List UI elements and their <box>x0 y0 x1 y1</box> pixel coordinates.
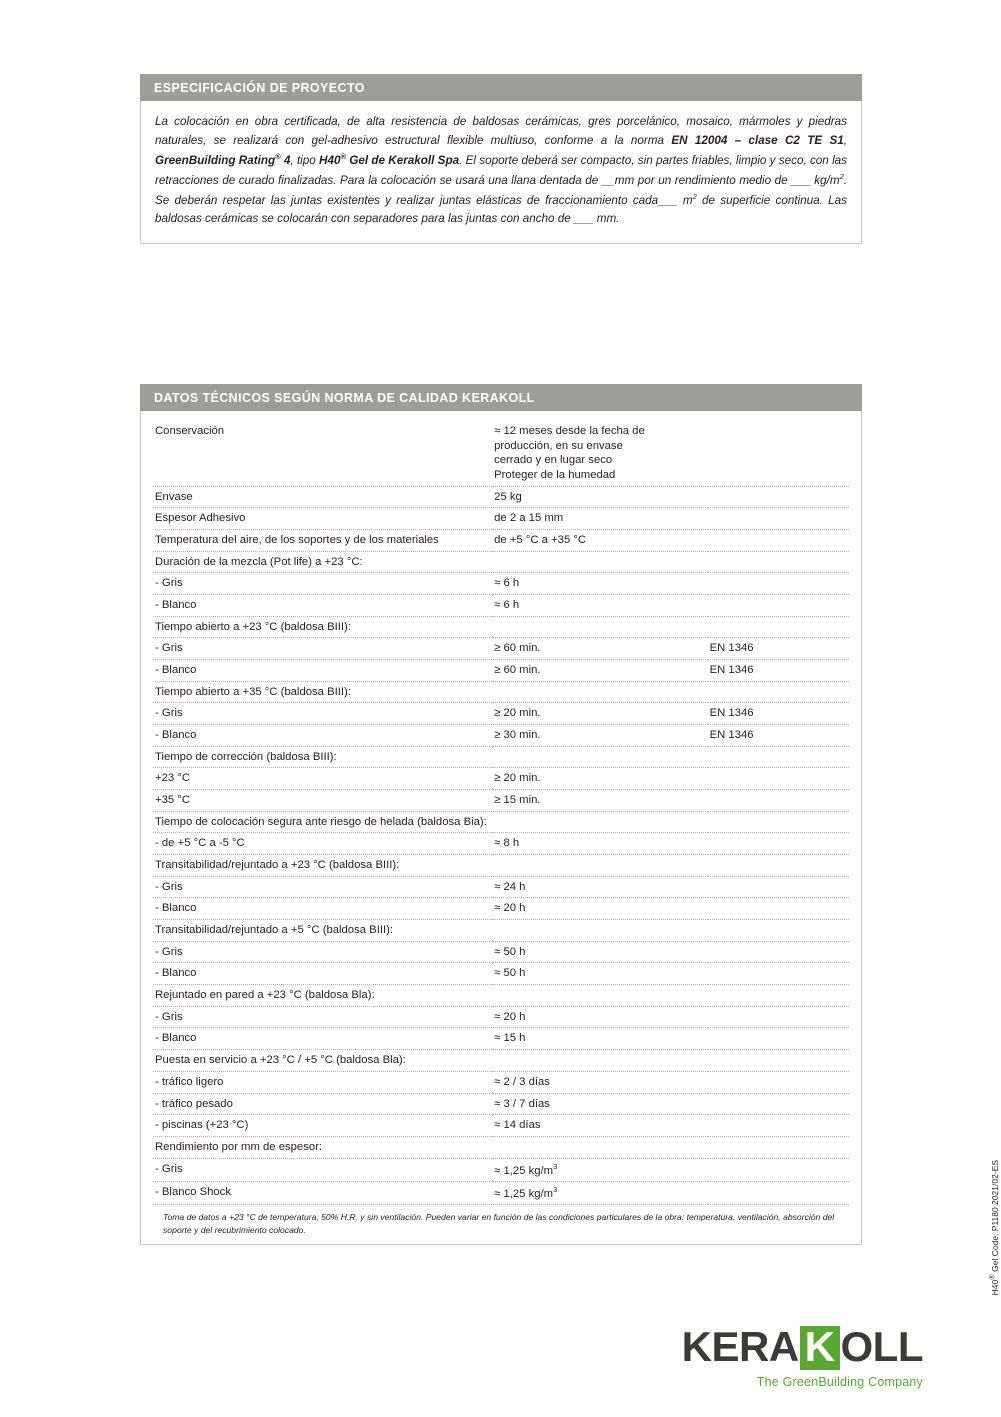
logo-wordmark <box>681 1323 923 1370</box>
table-row <box>153 703 849 725</box>
table-row <box>153 638 849 660</box>
tech-row-standard: EN 1346 <box>708 660 849 682</box>
table-row <box>153 855 849 877</box>
tech-row-standard <box>708 811 849 833</box>
table-row <box>153 920 849 942</box>
table-row <box>153 508 849 530</box>
table-row <box>153 876 849 898</box>
tech-row-standard <box>708 833 849 855</box>
table-row <box>153 790 849 812</box>
tech-row-value: ≈ 12 meses desde la fecha de producción, en su envase cerrado y en lugar seco Proteger de la humedad <box>492 421 707 486</box>
table-row <box>153 746 849 768</box>
tech-row-label: - Gris <box>153 876 492 898</box>
table-row <box>153 530 849 552</box>
tech-row-value: de +5 °C a +35 °C <box>492 530 707 552</box>
tech-row-label: Temperatura del aire, de los soportes y de los materiales <box>153 530 492 552</box>
tech-row-value: ≈ 14 días <box>492 1115 707 1137</box>
tech-row-label: Duración de la mezcla (Pot life) a +23 °C: <box>153 551 492 573</box>
table-row <box>153 660 849 682</box>
table-row <box>153 616 849 638</box>
tech-row-standard <box>708 1071 849 1093</box>
tech-row-label: Tiempo abierto a +35 °C (baldosa BIII): <box>153 681 492 703</box>
table-row <box>153 595 849 617</box>
tech-row-standard: EN 1346 <box>708 703 849 725</box>
table-row <box>153 941 849 963</box>
tech-row-value: ≈ 20 h <box>492 898 707 920</box>
tech-row-value: ≥ 20 min. <box>492 703 707 725</box>
tech-row-label: - de +5 °C a -5 °C <box>153 833 492 855</box>
table-row <box>153 681 849 703</box>
tech-row-value <box>492 1050 707 1072</box>
project-specification-section <box>140 74 862 244</box>
tech-row-standard <box>708 1093 849 1115</box>
tech-row-standard <box>708 855 849 877</box>
technical-data-section <box>140 384 862 1245</box>
tech-row-value: ≈ 1,25 $kg/m^3$ <box>492 1181 707 1204</box>
tech-row-value: ≈ 6 h <box>492 595 707 617</box>
tech-row-standard: EN 1346 <box>708 638 849 660</box>
table-row <box>153 725 849 747</box>
tech-row-value <box>492 551 707 573</box>
tech-row-value: ≥ 20 min. <box>492 768 707 790</box>
tech-row-label: Tiempo de colocación segura ante riesgo de helada (baldosa Bia): <box>153 811 492 833</box>
table-row <box>153 1181 849 1204</box>
logo-tagline: The GreenBuilding Company <box>756 1375 923 1389</box>
table-row <box>153 1028 849 1050</box>
tech-row-standard <box>708 595 849 617</box>
tech-row-value <box>492 811 707 833</box>
table-row <box>153 1006 849 1028</box>
table-row <box>153 768 849 790</box>
tech-row-label: Tiempo de corrección (baldosa BIII): <box>153 746 492 768</box>
tech-row-label: - Blanco <box>153 725 492 747</box>
tech-row-value <box>492 985 707 1007</box>
tech-row-standard: EN 1346 <box>708 725 849 747</box>
tech-row-value: ≈ 50 h <box>492 963 707 985</box>
tech-row-value: ≈ 8 h <box>492 833 707 855</box>
tech-row-label: - Gris <box>153 941 492 963</box>
tech-row-value: ≈ 24 h <box>492 876 707 898</box>
tech-row-standard <box>708 1028 849 1050</box>
tech-row-label: - Gris <box>153 573 492 595</box>
table-row <box>153 1158 849 1181</box>
tech-row-value: ≥ 30 min. <box>492 725 707 747</box>
logo-text-part1: KERA <box>681 1323 799 1370</box>
table-row <box>153 898 849 920</box>
tech-row-standard <box>708 616 849 638</box>
tech-row-value: ≈ 2 / 3 días <box>492 1071 707 1093</box>
tech-row-label: - Blanco <box>153 660 492 682</box>
tech-row-standard <box>708 421 849 486</box>
tech-row-standard <box>708 1181 849 1204</box>
tech-row-label: Espesor Adhesivo <box>153 508 492 530</box>
tech-row-label: +23 °C <box>153 768 492 790</box>
table-row <box>153 833 849 855</box>
tech-row-standard <box>708 1136 849 1158</box>
table-row <box>153 811 849 833</box>
tech-row-label: Rejuntado en pared a +23 °C (baldosa Bla): <box>153 985 492 1007</box>
tech-row-value: de 2 a 15 mm <box>492 508 707 530</box>
tech-row-value: ≈ 3 / 7 días <box>492 1093 707 1115</box>
tech-row-value: ≥ 15 min. <box>492 790 707 812</box>
tech-row-label: Rendimiento por mm de espesor: <box>153 1136 492 1158</box>
tech-row-value: ≥ 60 min. <box>492 638 707 660</box>
technical-data-header: DATOS TÉCNICOS SEGÚN NORMA DE CALIDAD KERAKOLL <box>140 384 862 411</box>
tech-row-value <box>492 855 707 877</box>
tech-row-value <box>492 920 707 942</box>
table-row <box>153 1071 849 1093</box>
tech-row-standard <box>708 746 849 768</box>
table-row <box>153 1115 849 1137</box>
table-row <box>153 1136 849 1158</box>
tech-row-label: - Blanco <box>153 898 492 920</box>
tech-row-label: - Blanco Shock <box>153 1181 492 1204</box>
table-row <box>153 551 849 573</box>
tech-row-value: ≈ 6 h <box>492 573 707 595</box>
tech-row-standard <box>708 876 849 898</box>
kerakoll-logo <box>681 1323 923 1389</box>
tech-row-standard <box>708 790 849 812</box>
tech-row-label: +35 °C <box>153 790 492 812</box>
tech-row-standard <box>708 941 849 963</box>
table-row <box>153 421 849 486</box>
tech-row-label: Tiempo abierto a +23 °C (baldosa BIII): <box>153 616 492 638</box>
project-specification-text: La colocación en obra certificada, de alta resistencia de baldosas cerámicas, gres porcelánico, mosaico, mármoles y piedras naturales, se realizará con gel-adhesivo estructural flexible multiuso, conforme a la norma EN 12004 – clase C2 TE S1, GreenBuilding Rating® 4, tipo H40® Gel de Kerakoll Spa. El soporte deberá ser compacto, sin partes friables, limpio y seco, con las retracciones de curado finalizadas. Para la colocación se usará una llana dentada de __mm por un rendimiento medio de ___ $kg/m^2$. Se deberán respetar las juntas existentes y realizar juntas elásticas de fraccionamiento cada___ $m^2$ de superficie continua. Las baldosas cerámicas se colocarán con separadores para las juntas con ancho de ___ mm. <box>155 115 848 226</box>
tech-row-standard <box>708 963 849 985</box>
tech-row-standard <box>708 898 849 920</box>
tech-row-value: ≈ 1,25 $kg/m^3$ <box>492 1158 707 1181</box>
table-row <box>153 985 849 1007</box>
tech-row-standard <box>708 985 849 1007</box>
tech-row-value <box>492 616 707 638</box>
tech-row-label: Puesta en servicio a +23 °C / +5 °C (baldosa Bla): <box>153 1050 492 1072</box>
table-row <box>153 573 849 595</box>
tech-row-label: - Gris <box>153 1006 492 1028</box>
technical-data-footnote: Toma de datos a +23 °C de temperatura, 50% H.R. y sin ventilación. Pueden variar en función de las condiciones particulares de la obra: temperatura, ventilación, absorción del soporte y del recubrimiento colocado. <box>163 1212 835 1235</box>
logo-green-k: K <box>800 1326 840 1370</box>
tech-row-label: - piscinas (+23 °C) <box>153 1115 492 1137</box>
tech-row-value: ≈ 20 h <box>492 1006 707 1028</box>
tech-row-standard <box>708 920 849 942</box>
tech-row-standard <box>708 1158 849 1181</box>
tech-row-label: Envase <box>153 486 492 508</box>
tech-row-label: - Blanco <box>153 1028 492 1050</box>
tech-row-label: - Gris <box>153 1158 492 1181</box>
table-row <box>153 486 849 508</box>
project-specification-header: ESPECIFICACIÓN DE PROYECTO <box>140 74 862 101</box>
product-code-vertical: H40® Gel Code: P1180 2021/02-ES <box>987 1160 1000 1296</box>
table-row <box>153 963 849 985</box>
tech-row-label: Transitabilidad/rejuntado a +23 °C (baldosa BIII): <box>153 855 492 877</box>
project-specification-body <box>140 101 862 244</box>
technical-data-body <box>140 411 862 1245</box>
tech-row-standard <box>708 551 849 573</box>
tech-row-standard <box>708 681 849 703</box>
tech-row-value: ≈ 15 h <box>492 1028 707 1050</box>
tech-row-label: - Blanco <box>153 963 492 985</box>
technical-data-table <box>153 421 849 1205</box>
tech-row-standard <box>708 508 849 530</box>
tech-row-standard <box>708 1050 849 1072</box>
tech-row-value <box>492 746 707 768</box>
table-row <box>153 1093 849 1115</box>
tech-row-standard <box>708 768 849 790</box>
tech-row-value: ≈ 50 h <box>492 941 707 963</box>
table-row <box>153 1050 849 1072</box>
tech-row-standard <box>708 530 849 552</box>
logo-text-part2: OLL <box>840 1323 923 1370</box>
tech-row-standard <box>708 486 849 508</box>
tech-row-label: - tráfico pesado <box>153 1093 492 1115</box>
tech-row-label: - Gris <box>153 638 492 660</box>
tech-row-label: Transitabilidad/rejuntado a +5 °C (baldosa BIII): <box>153 920 492 942</box>
tech-row-standard <box>708 1006 849 1028</box>
tech-row-label: - Gris <box>153 703 492 725</box>
tech-row-value <box>492 1136 707 1158</box>
tech-row-label: - Blanco <box>153 595 492 617</box>
tech-row-standard <box>708 573 849 595</box>
tech-row-value: 25 kg <box>492 486 707 508</box>
tech-row-value <box>492 681 707 703</box>
tech-row-standard <box>708 1115 849 1137</box>
tech-row-label: - tráfico ligero <box>153 1071 492 1093</box>
tech-row-label: Conservación <box>153 421 492 486</box>
tech-row-value: ≥ 60 min. <box>492 660 707 682</box>
